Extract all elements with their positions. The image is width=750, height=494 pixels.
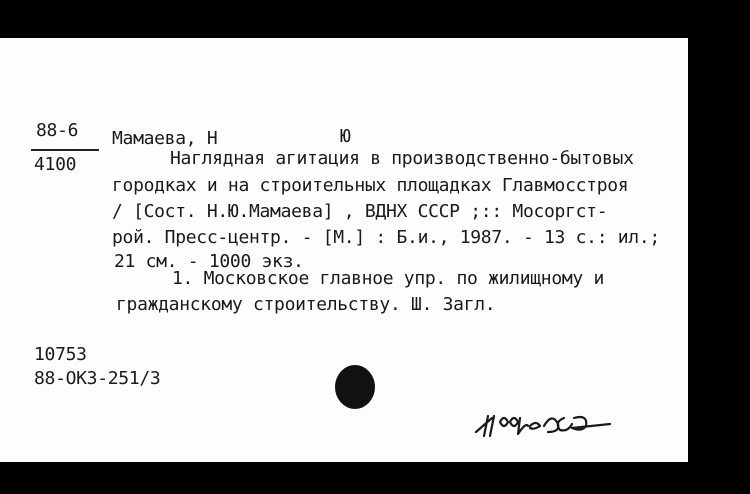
code-upper: 88-6: [36, 120, 79, 141]
ink-blot: [335, 365, 375, 409]
subject-line: гражданскому строительству. Ш. Загл.: [116, 294, 496, 315]
description-line: Наглядная агитация в производственно-бытовых: [170, 148, 634, 169]
record-number: 10753: [34, 344, 87, 365]
subject-line: 1. Московское главное упр. по жилищному и: [172, 268, 605, 289]
handwritten-signature: [470, 408, 620, 442]
code-divider: [31, 149, 99, 151]
description-line: 21 см. - 1000 экз.: [114, 251, 304, 272]
description-line: / [Сост. Н.Ю.Мамаева] , ВДНХ СССР ;:: Мосоргст-: [112, 201, 608, 222]
record-index: 88-ОКЗ-251/3: [34, 368, 161, 389]
description-line: городках и на строительных площадках Главмосстроя: [112, 175, 629, 196]
author-name: Мамаева, Н: [112, 128, 218, 149]
author-trail: Ю: [340, 126, 351, 147]
catalog-card: [0, 38, 688, 462]
description-line: рой. Пресс-центр. - [М.] : Б.и., 1987. - 13 с.: ил.;: [112, 227, 660, 248]
code-lower: 4100: [34, 154, 77, 175]
